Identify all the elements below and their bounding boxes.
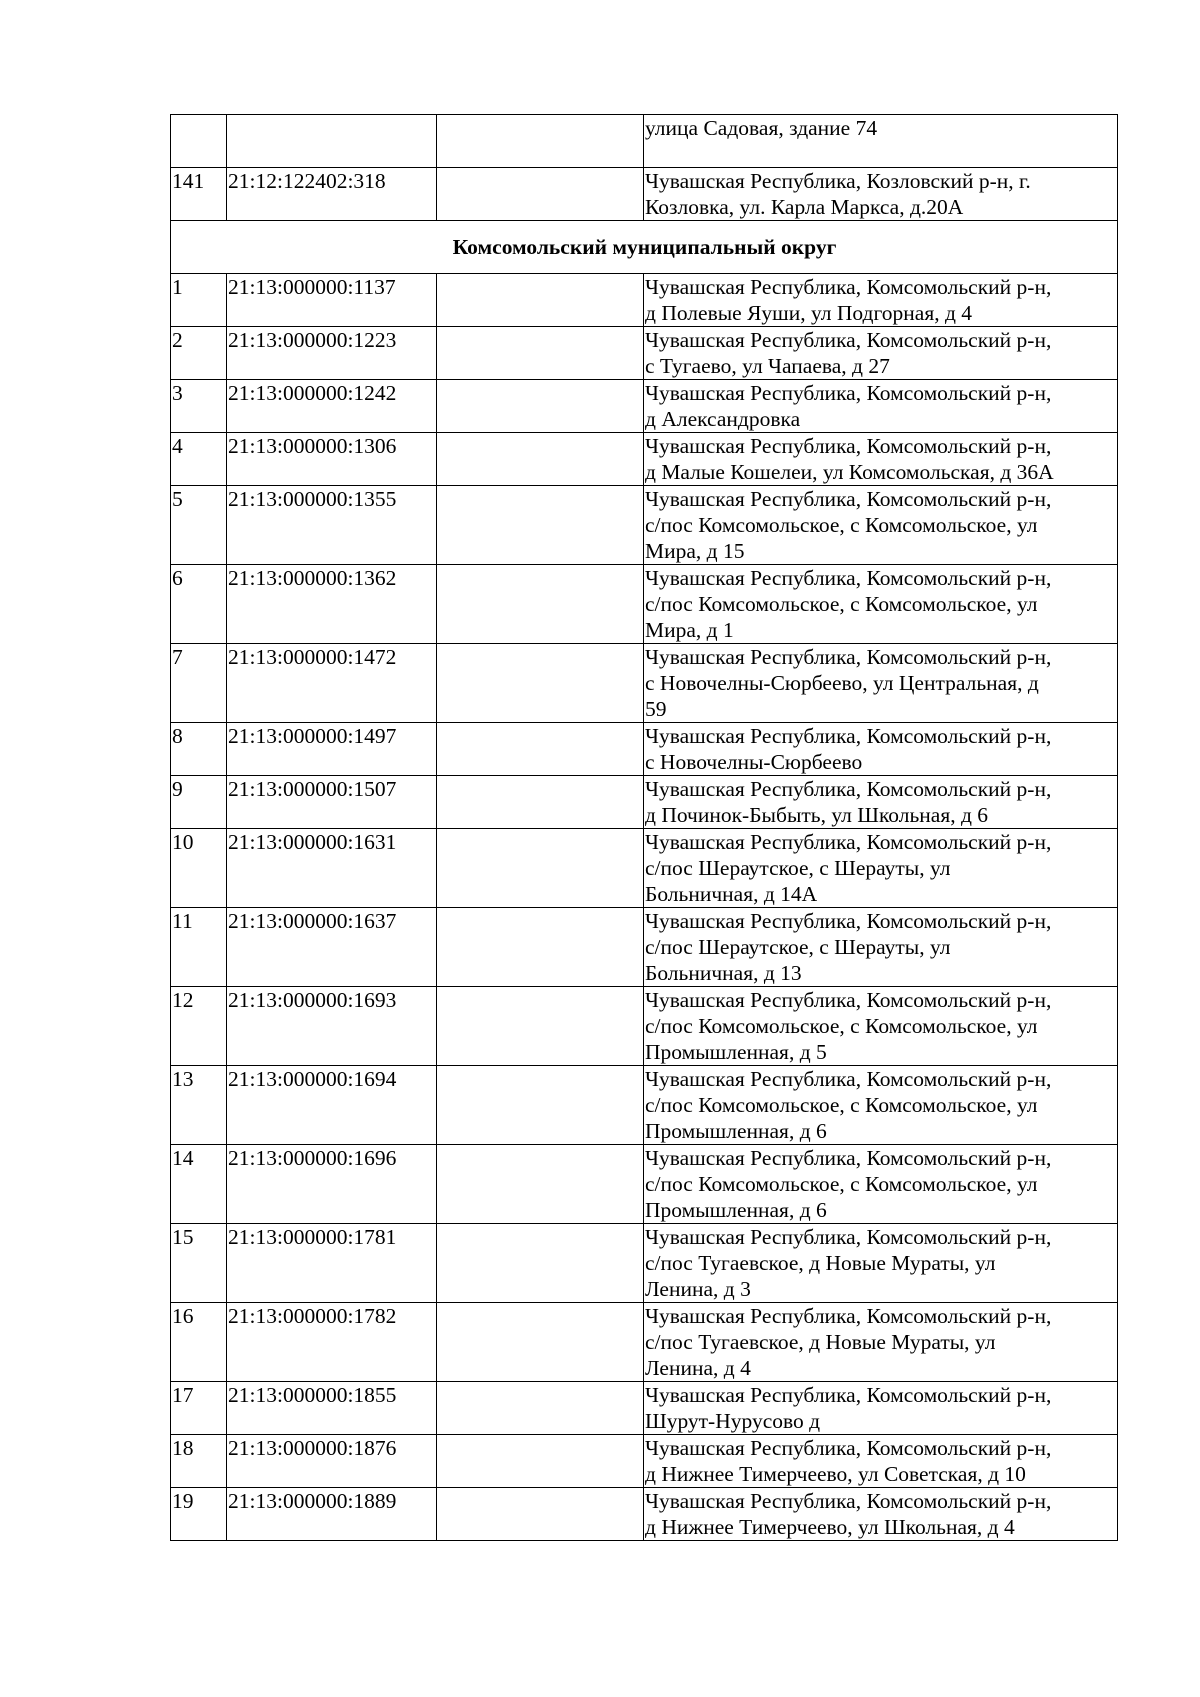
address-line: с/пос Комсомольское, с Комсомольское, ул — [645, 592, 1038, 616]
address-line: с/пос Комсомольское, с Комсомольское, ул — [645, 1172, 1038, 1196]
address-line: улица Садовая, здание 74 — [645, 116, 878, 140]
empty-cell — [437, 723, 644, 776]
cadastral-number-cell: 21:12:122402:318 — [227, 168, 437, 221]
cadastral-number-cell: 21:13:000000:1637 — [227, 908, 437, 987]
empty-cell — [437, 486, 644, 565]
address-cell — [644, 486, 1118, 565]
table-row — [171, 565, 1118, 644]
row-number-cell: 5 — [171, 486, 227, 565]
cadastral-number-cell: 21:13:000000:1472 — [227, 644, 437, 723]
row-number-cell: 1 — [171, 274, 227, 327]
address-line: Чувашская Республика, Комсомольский р-н, — [645, 1304, 1052, 1328]
section-header-row — [171, 221, 1118, 274]
address-line: Чувашская Республика, Комсомольский р-н, — [645, 434, 1052, 458]
property-table — [170, 114, 1118, 1541]
address-line: с/пос Комсомольское, с Комсомольское, ул — [645, 513, 1038, 537]
address-cell — [644, 565, 1118, 644]
address-cell — [644, 908, 1118, 987]
empty-cell — [437, 274, 644, 327]
address-cell — [644, 1303, 1118, 1382]
address-line: Больничная, д 14А — [645, 882, 818, 906]
table-row — [171, 1488, 1118, 1541]
empty-cell — [437, 908, 644, 987]
address-line: Чувашская Республика, Комсомольский р-н, — [645, 328, 1052, 352]
cadastral-number-cell — [227, 115, 437, 168]
address-line: Чувашская Республика, Комсомольский р-н, — [645, 566, 1052, 590]
address-line: с/пос Шераутское, с Шерауты, ул — [645, 935, 951, 959]
cadastral-number-cell: 21:13:000000:1855 — [227, 1382, 437, 1435]
address-line: с/пос Комсомольское, с Комсомольское, ул — [645, 1093, 1038, 1117]
address-line: Шурут-Нурусово д — [645, 1409, 821, 1433]
table-row — [171, 115, 1118, 168]
row-number-cell: 2 — [171, 327, 227, 380]
cadastral-number-cell: 21:13:000000:1362 — [227, 565, 437, 644]
empty-cell — [437, 987, 644, 1066]
cadastral-number-cell: 21:13:000000:1781 — [227, 1224, 437, 1303]
address-line: с/пос Комсомольское, с Комсомольское, ул — [645, 1014, 1038, 1038]
address-line: Чувашская Республика, Комсомольский р-н, — [645, 1067, 1052, 1091]
address-line: д Нижнее Тимерчеево, ул Советская, д 10 — [645, 1462, 1026, 1486]
address-line: Чувашская Республика, Комсомольский р-н, — [645, 1225, 1052, 1249]
table-row — [171, 1303, 1118, 1382]
table-row — [171, 168, 1118, 221]
cadastral-number-cell: 21:13:000000:1355 — [227, 486, 437, 565]
cadastral-number-cell: 21:13:000000:1497 — [227, 723, 437, 776]
row-number-cell: 141 — [171, 168, 227, 221]
table-body — [171, 115, 1118, 1541]
address-line: Промышленная, д 6 — [645, 1119, 827, 1143]
address-cell — [644, 1488, 1118, 1541]
empty-cell — [437, 1488, 644, 1541]
address-line: Чувашская Республика, Комсомольский р-н, — [645, 275, 1052, 299]
cadastral-number-cell: 21:13:000000:1137 — [227, 274, 437, 327]
cadastral-number-cell: 21:13:000000:1693 — [227, 987, 437, 1066]
address-cell — [644, 1145, 1118, 1224]
table-row — [171, 1435, 1118, 1488]
address-line: Чувашская Республика, Комсомольский р-н, — [645, 1436, 1052, 1460]
cadastral-number-cell: 21:13:000000:1507 — [227, 776, 437, 829]
address-line: с/пос Шераутское, с Шерауты, ул — [645, 856, 951, 880]
address-cell — [644, 1224, 1118, 1303]
address-line: Больничная, д 13 — [645, 961, 802, 985]
address-line: д Александровка — [645, 407, 801, 431]
address-line: Чувашская Республика, Комсомольский р-н, — [645, 645, 1052, 669]
empty-cell — [437, 327, 644, 380]
address-line: Чувашская Республика, Комсомольский р-н, — [645, 724, 1052, 748]
empty-cell — [437, 1224, 644, 1303]
row-number-cell — [171, 115, 227, 168]
address-cell — [644, 776, 1118, 829]
empty-cell — [437, 1066, 644, 1145]
cadastral-number-cell: 21:13:000000:1696 — [227, 1145, 437, 1224]
address-line: Чувашская Республика, Комсомольский р-н, — [645, 381, 1052, 405]
address-line: с Тугаево, ул Чапаева, д 27 — [645, 354, 890, 378]
cadastral-number-cell: 21:13:000000:1782 — [227, 1303, 437, 1382]
address-line: Мира, д 15 — [645, 539, 745, 563]
row-number-cell: 7 — [171, 644, 227, 723]
table-row — [171, 327, 1118, 380]
empty-cell — [437, 1382, 644, 1435]
address-line: Чувашская Республика, Козловский р-н, г. — [645, 169, 1031, 193]
table-row — [171, 274, 1118, 327]
row-number-cell: 9 — [171, 776, 227, 829]
address-line: с/пос Тугаевское, д Новые Мураты, ул — [645, 1251, 996, 1275]
address-cell — [644, 380, 1118, 433]
row-number-cell: 6 — [171, 565, 227, 644]
address-line: Чувашская Республика, Комсомольский р-н, — [645, 988, 1052, 1012]
table-row — [171, 987, 1118, 1066]
address-line: Чувашская Республика, Комсомольский р-н, — [645, 1489, 1052, 1513]
table-row — [171, 433, 1118, 486]
address-line: Промышленная, д 6 — [645, 1198, 827, 1222]
empty-cell — [437, 1435, 644, 1488]
table-row — [171, 776, 1118, 829]
address-line: Чувашская Республика, Комсомольский р-н, — [645, 1383, 1052, 1407]
address-line: д Нижнее Тимерчеево, ул Школьная, д 4 — [645, 1515, 1015, 1539]
address-cell — [644, 1066, 1118, 1145]
row-number-cell: 15 — [171, 1224, 227, 1303]
row-number-cell: 4 — [171, 433, 227, 486]
address-line: Ленина, д 4 — [645, 1356, 751, 1380]
address-line: с/пос Тугаевское, д Новые Мураты, ул — [645, 1330, 996, 1354]
address-line: Чувашская Республика, Комсомольский р-н, — [645, 777, 1052, 801]
table-row — [171, 1224, 1118, 1303]
address-cell — [644, 723, 1118, 776]
address-line: Чувашская Республика, Комсомольский р-н, — [645, 487, 1052, 511]
address-cell — [644, 115, 1118, 168]
row-number-cell: 3 — [171, 380, 227, 433]
address-cell — [644, 1435, 1118, 1488]
empty-cell — [437, 644, 644, 723]
address-line: д Малые Кошелеи, ул Комсомольская, д 36А — [645, 460, 1054, 484]
address-line: Чувашская Республика, Комсомольский р-н, — [645, 1146, 1052, 1170]
address-line: Козловка, ул. Карла Маркса, д.20А — [645, 195, 964, 219]
table-row — [171, 1382, 1118, 1435]
section-title: Комсомольский муниципальный округ — [171, 221, 1118, 274]
empty-cell — [437, 433, 644, 486]
address-line: Чувашская Республика, Комсомольский р-н, — [645, 909, 1052, 933]
address-line: Чувашская Республика, Комсомольский р-н, — [645, 830, 1052, 854]
table-row — [171, 1145, 1118, 1224]
empty-cell — [437, 115, 644, 168]
row-number-cell: 10 — [171, 829, 227, 908]
address-cell — [644, 327, 1118, 380]
table-row — [171, 380, 1118, 433]
cadastral-number-cell: 21:13:000000:1306 — [227, 433, 437, 486]
empty-cell — [437, 829, 644, 908]
row-number-cell: 14 — [171, 1145, 227, 1224]
empty-cell — [437, 1303, 644, 1382]
empty-cell — [437, 565, 644, 644]
address-cell — [644, 168, 1118, 221]
empty-cell — [437, 776, 644, 829]
row-number-cell: 17 — [171, 1382, 227, 1435]
row-number-cell: 13 — [171, 1066, 227, 1145]
address-cell — [644, 1382, 1118, 1435]
address-line: с Новочелны-Сюрбеево, ул Центральная, д — [645, 671, 1039, 695]
cadastral-number-cell: 21:13:000000:1242 — [227, 380, 437, 433]
address-cell — [644, 433, 1118, 486]
address-cell — [644, 644, 1118, 723]
address-line: Мира, д 1 — [645, 618, 734, 642]
row-number-cell: 16 — [171, 1303, 227, 1382]
address-line: с Новочелны-Сюрбеево — [645, 750, 863, 774]
cadastral-number-cell: 21:13:000000:1889 — [227, 1488, 437, 1541]
table-row — [171, 644, 1118, 723]
cadastral-number-cell: 21:13:000000:1631 — [227, 829, 437, 908]
cadastral-number-cell: 21:13:000000:1223 — [227, 327, 437, 380]
address-line: 59 — [645, 697, 667, 721]
row-number-cell: 18 — [171, 1435, 227, 1488]
row-number-cell: 11 — [171, 908, 227, 987]
empty-cell — [437, 168, 644, 221]
address-line: Промышленная, д 5 — [645, 1040, 827, 1064]
row-number-cell: 12 — [171, 987, 227, 1066]
address-cell — [644, 829, 1118, 908]
cadastral-number-cell: 21:13:000000:1694 — [227, 1066, 437, 1145]
empty-cell — [437, 380, 644, 433]
table-row — [171, 1066, 1118, 1145]
address-line: д Полевые Яуши, ул Подгорная, д 4 — [645, 301, 973, 325]
address-cell — [644, 987, 1118, 1066]
address-cell — [644, 274, 1118, 327]
address-line: Ленина, д 3 — [645, 1277, 751, 1301]
table-row — [171, 723, 1118, 776]
address-line: д Починок-Быбыть, ул Школьная, д 6 — [645, 803, 989, 827]
row-number-cell: 8 — [171, 723, 227, 776]
table-row — [171, 908, 1118, 987]
table-row — [171, 486, 1118, 565]
row-number-cell: 19 — [171, 1488, 227, 1541]
cadastral-number-cell: 21:13:000000:1876 — [227, 1435, 437, 1488]
table-row — [171, 829, 1118, 908]
empty-cell — [437, 1145, 644, 1224]
